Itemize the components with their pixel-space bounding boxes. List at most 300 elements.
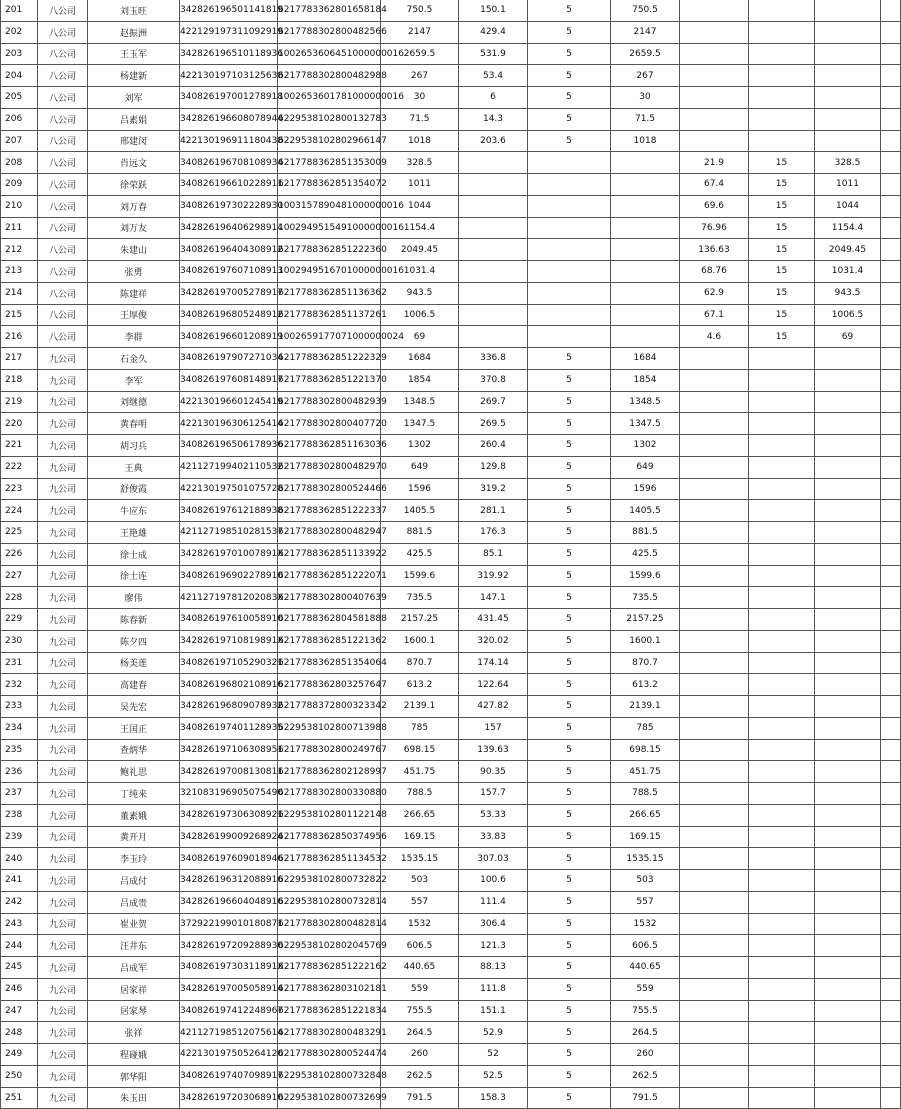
cell-empty[interactable]	[881, 543, 901, 565]
cell-empty[interactable]	[881, 195, 901, 217]
cell-deduction[interactable]: 121.3	[459, 935, 528, 957]
cell-bank-account[interactable]: 6217788302800482814	[278, 913, 381, 935]
cell-name[interactable]: 丁纯来	[88, 783, 180, 805]
cell-name[interactable]: 刘玉旺	[88, 0, 180, 21]
cell-deduction[interactable]: 269.7	[459, 391, 528, 413]
cell-id-number[interactable]: 340826197105290321	[180, 652, 278, 674]
cell-seq[interactable]: 226	[1, 543, 38, 565]
cell-id-number[interactable]: 321083196905075490	[180, 783, 278, 805]
cell-seq[interactable]: 248	[1, 1022, 38, 1044]
cell-amount[interactable]: 750.5	[381, 0, 459, 21]
cell-total-b[interactable]	[815, 957, 881, 979]
cell-seq[interactable]: 242	[1, 891, 38, 913]
cell-deduction[interactable]: 429.4	[459, 21, 528, 43]
cell-empty[interactable]	[881, 717, 901, 739]
cell-rate-a[interactable]: 5	[528, 522, 611, 544]
cell-deduction[interactable]: 157.7	[459, 783, 528, 805]
cell-deduction[interactable]: 88.13	[459, 957, 528, 979]
cell-amount[interactable]: 262.5	[381, 1065, 459, 1087]
cell-id-number[interactable]: 342826196406298914	[180, 217, 278, 239]
cell-share-b[interactable]	[680, 630, 749, 652]
cell-deduction[interactable]: 53.33	[459, 804, 528, 826]
cell-company[interactable]: 八公司	[38, 304, 88, 326]
cell-amount[interactable]: 1405.5	[381, 500, 459, 522]
cell-company[interactable]: 九公司	[38, 1044, 88, 1066]
cell-empty[interactable]	[881, 456, 901, 478]
cell-total-a[interactable]: 1532	[611, 913, 680, 935]
cell-name[interactable]: 徐士连	[88, 565, 180, 587]
cell-name[interactable]: 吕成军	[88, 957, 180, 979]
cell-amount[interactable]: 69	[381, 326, 459, 348]
cell-rate-a[interactable]: 5	[528, 1065, 611, 1087]
cell-share-b[interactable]	[680, 1065, 749, 1087]
cell-rate-a[interactable]: 5	[528, 108, 611, 130]
cell-amount[interactable]: 785	[381, 717, 459, 739]
cell-company[interactable]: 九公司	[38, 522, 88, 544]
cell-seq[interactable]: 246	[1, 978, 38, 1000]
cell-total-a[interactable]: 1535.15	[611, 848, 680, 870]
cell-company[interactable]: 九公司	[38, 478, 88, 500]
cell-empty[interactable]	[881, 804, 901, 826]
cell-seq[interactable]: 229	[1, 609, 38, 631]
cell-name[interactable]: 赵振洲	[88, 21, 180, 43]
cell-company[interactable]: 九公司	[38, 870, 88, 892]
cell-id-number[interactable]: 342826196809078932	[180, 696, 278, 718]
cell-company[interactable]: 九公司	[38, 1000, 88, 1022]
cell-total-b[interactable]: 1006.5	[815, 304, 881, 326]
cell-name[interactable]: 黄开月	[88, 826, 180, 848]
cell-rate-b[interactable]	[749, 108, 815, 130]
cell-seq[interactable]: 224	[1, 500, 38, 522]
cell-total-b[interactable]: 1011	[815, 174, 881, 196]
cell-bank-account[interactable]: 6217788302800482939	[278, 391, 381, 413]
cell-share-b[interactable]	[680, 609, 749, 631]
cell-total-a[interactable]: 71.5	[611, 108, 680, 130]
cell-amount[interactable]: 735.5	[381, 587, 459, 609]
cell-empty[interactable]	[881, 239, 901, 261]
cell-share-b[interactable]	[680, 848, 749, 870]
cell-bank-account[interactable]: 6217788302800524474	[278, 1044, 381, 1066]
cell-seq[interactable]: 207	[1, 130, 38, 152]
cell-share-b[interactable]	[680, 130, 749, 152]
cell-bank-account[interactable]: 6217788302800524466	[278, 478, 381, 500]
cell-rate-b[interactable]: 15	[749, 239, 815, 261]
cell-amount[interactable]: 2139.1	[381, 696, 459, 718]
cell-seq[interactable]: 244	[1, 935, 38, 957]
cell-share-b[interactable]	[680, 739, 749, 761]
cell-deduction[interactable]: 158.3	[459, 1087, 528, 1109]
cell-total-a[interactable]: 267	[611, 65, 680, 87]
cell-total-b[interactable]	[815, 1065, 881, 1087]
cell-bank-account[interactable]: 6229538102800732848	[278, 1065, 381, 1087]
cell-total-a[interactable]	[611, 282, 680, 304]
cell-rate-a[interactable]: 5	[528, 543, 611, 565]
cell-total-b[interactable]: 69	[815, 326, 881, 348]
cell-total-b[interactable]	[815, 783, 881, 805]
cell-empty[interactable]	[881, 739, 901, 761]
cell-share-b[interactable]: 4.6	[680, 326, 749, 348]
cell-deduction[interactable]: 52.5	[459, 1065, 528, 1087]
cell-total-b[interactable]	[815, 761, 881, 783]
cell-deduction[interactable]: 203.6	[459, 130, 528, 152]
cell-empty[interactable]	[881, 130, 901, 152]
cell-id-number[interactable]: 342826196510118936	[180, 43, 278, 65]
cell-total-b[interactable]	[815, 0, 881, 21]
cell-total-a[interactable]: 2147	[611, 21, 680, 43]
cell-company[interactable]: 八公司	[38, 217, 88, 239]
cell-id-number[interactable]: 340826197407098917	[180, 1065, 278, 1087]
cell-id-number[interactable]: 42112719781202083X	[180, 587, 278, 609]
cell-name[interactable]: 徐士成	[88, 543, 180, 565]
cell-company[interactable]: 八公司	[38, 130, 88, 152]
cell-id-number[interactable]: 342826196604048916	[180, 891, 278, 913]
cell-deduction[interactable]: 319.2	[459, 478, 528, 500]
cell-rate-b[interactable]	[749, 348, 815, 370]
cell-share-b[interactable]	[680, 565, 749, 587]
cell-empty[interactable]	[881, 348, 901, 370]
cell-amount[interactable]: 557	[381, 891, 459, 913]
cell-seq[interactable]: 221	[1, 435, 38, 457]
cell-share-b[interactable]	[680, 43, 749, 65]
cell-name[interactable]: 吕素娟	[88, 108, 180, 130]
cell-total-a[interactable]	[611, 217, 680, 239]
cell-company[interactable]: 八公司	[38, 108, 88, 130]
cell-name[interactable]: 王艳雄	[88, 522, 180, 544]
cell-total-a[interactable]: 264.5	[611, 1022, 680, 1044]
cell-empty[interactable]	[881, 565, 901, 587]
cell-rate-a[interactable]: 5	[528, 391, 611, 413]
cell-id-number[interactable]: 342826199009268924	[180, 826, 278, 848]
cell-share-b[interactable]	[680, 783, 749, 805]
cell-total-b[interactable]: 1154.4	[815, 217, 881, 239]
cell-name[interactable]: 程碰娥	[88, 1044, 180, 1066]
cell-rate-b[interactable]	[749, 978, 815, 1000]
cell-bank-account[interactable]: 6217788362851221834	[278, 1000, 381, 1022]
cell-company[interactable]: 九公司	[38, 500, 88, 522]
cell-empty[interactable]	[881, 282, 901, 304]
cell-bank-account[interactable]: 6229538102800713988	[278, 717, 381, 739]
cell-share-b[interactable]	[680, 435, 749, 457]
cell-amount[interactable]: 2049.45	[381, 239, 459, 261]
cell-name[interactable]: 居家祥	[88, 978, 180, 1000]
cell-id-number[interactable]: 342826197005058914	[180, 978, 278, 1000]
cell-rate-a[interactable]	[528, 152, 611, 174]
cell-deduction[interactable]	[459, 217, 528, 239]
cell-bank-account[interactable]: 6229538102802045769	[278, 935, 381, 957]
cell-total-b[interactable]	[815, 500, 881, 522]
cell-total-a[interactable]: 557	[611, 891, 680, 913]
cell-rate-a[interactable]: 5	[528, 587, 611, 609]
cell-share-b[interactable]	[680, 674, 749, 696]
cell-total-b[interactable]	[815, 130, 881, 152]
cell-share-b[interactable]	[680, 891, 749, 913]
cell-total-b[interactable]: 1044	[815, 195, 881, 217]
cell-rate-a[interactable]: 5	[528, 87, 611, 109]
cell-seq[interactable]: 250	[1, 1065, 38, 1087]
cell-deduction[interactable]: 174.14	[459, 652, 528, 674]
cell-company[interactable]: 九公司	[38, 630, 88, 652]
cell-empty[interactable]	[881, 826, 901, 848]
cell-deduction[interactable]	[459, 195, 528, 217]
cell-empty[interactable]	[881, 391, 901, 413]
cell-rate-b[interactable]	[749, 43, 815, 65]
cell-name[interactable]: 李玉玲	[88, 848, 180, 870]
cell-rate-b[interactable]	[749, 435, 815, 457]
cell-seq[interactable]: 236	[1, 761, 38, 783]
cell-amount[interactable]: 2659.5	[381, 43, 459, 65]
cell-rate-a[interactable]	[528, 282, 611, 304]
cell-company[interactable]: 八公司	[38, 239, 88, 261]
cell-amount[interactable]: 559	[381, 978, 459, 1000]
cell-company[interactable]: 九公司	[38, 652, 88, 674]
cell-empty[interactable]	[881, 108, 901, 130]
cell-rate-b[interactable]	[749, 804, 815, 826]
cell-bank-account[interactable]: 6217788302800407720	[278, 413, 381, 435]
cell-seq[interactable]: 230	[1, 630, 38, 652]
cell-name[interactable]: 吴先宏	[88, 696, 180, 718]
cell-bank-account[interactable]: 6217788362851163036	[278, 435, 381, 457]
cell-deduction[interactable]	[459, 304, 528, 326]
cell-rate-b[interactable]	[749, 1022, 815, 1044]
cell-name[interactable]: 朱建山	[88, 239, 180, 261]
cell-company[interactable]: 九公司	[38, 957, 88, 979]
cell-total-a[interactable]	[611, 326, 680, 348]
cell-amount[interactable]: 169.15	[381, 826, 459, 848]
cell-rate-b[interactable]: 15	[749, 282, 815, 304]
cell-bank-account[interactable]: 6217788302800482970	[278, 456, 381, 478]
cell-rate-a[interactable]: 5	[528, 913, 611, 935]
cell-total-a[interactable]: 698.15	[611, 739, 680, 761]
cell-total-a[interactable]: 649	[611, 456, 680, 478]
cell-total-b[interactable]	[815, 522, 881, 544]
cell-deduction[interactable]: 90.35	[459, 761, 528, 783]
cell-empty[interactable]	[881, 326, 901, 348]
cell-amount[interactable]: 1018	[381, 130, 459, 152]
cell-amount[interactable]: 1535.15	[381, 848, 459, 870]
cell-amount[interactable]: 755.5	[381, 1000, 459, 1022]
cell-total-a[interactable]: 262.5	[611, 1065, 680, 1087]
cell-rate-a[interactable]: 5	[528, 870, 611, 892]
cell-rate-a[interactable]	[528, 261, 611, 283]
cell-total-b[interactable]: 328.5	[815, 152, 881, 174]
cell-total-b[interactable]	[815, 630, 881, 652]
cell-total-b[interactable]	[815, 108, 881, 130]
cell-amount[interactable]: 267	[381, 65, 459, 87]
cell-rate-b[interactable]: 15	[749, 195, 815, 217]
cell-rate-a[interactable]: 5	[528, 783, 611, 805]
cell-id-number[interactable]: 340826196805248912	[180, 304, 278, 326]
cell-total-b[interactable]	[815, 565, 881, 587]
cell-seq[interactable]: 204	[1, 65, 38, 87]
cell-total-b[interactable]	[815, 891, 881, 913]
cell-company[interactable]: 九公司	[38, 848, 88, 870]
cell-seq[interactable]: 231	[1, 652, 38, 674]
cell-id-number[interactable]: 340826196802108916	[180, 674, 278, 696]
cell-share-b[interactable]	[680, 1000, 749, 1022]
cell-id-number[interactable]: 342826197005278917	[180, 282, 278, 304]
cell-total-a[interactable]: 559	[611, 978, 680, 1000]
cell-id-number[interactable]: 422130196306125414	[180, 413, 278, 435]
cell-deduction[interactable]	[459, 239, 528, 261]
cell-id-number[interactable]: 340826196506178936	[180, 435, 278, 457]
cell-amount[interactable]: 503	[381, 870, 459, 892]
cell-total-b[interactable]	[815, 43, 881, 65]
cell-bank-account[interactable]: 6229538102800732699	[278, 1087, 381, 1109]
cell-total-b[interactable]: 2049.45	[815, 239, 881, 261]
cell-seq[interactable]: 206	[1, 108, 38, 130]
cell-seq[interactable]: 245	[1, 957, 38, 979]
cell-name[interactable]: 石金久	[88, 348, 180, 370]
cell-bank-account[interactable]: 1002653606451000000016	[278, 43, 381, 65]
cell-id-number[interactable]: 342826197306308921	[180, 804, 278, 826]
cell-share-b[interactable]	[680, 826, 749, 848]
cell-total-a[interactable]: 2139.1	[611, 696, 680, 718]
cell-total-b[interactable]	[815, 848, 881, 870]
cell-total-b[interactable]	[815, 913, 881, 935]
cell-rate-b[interactable]	[749, 478, 815, 500]
cell-rate-b[interactable]	[749, 65, 815, 87]
cell-id-number[interactable]: 340826197610058910	[180, 609, 278, 631]
cell-rate-a[interactable]: 5	[528, 674, 611, 696]
cell-bank-account[interactable]: 6217783362801658184	[278, 0, 381, 21]
cell-seq[interactable]: 223	[1, 478, 38, 500]
cell-name[interactable]: 刘继德	[88, 391, 180, 413]
cell-empty[interactable]	[881, 478, 901, 500]
cell-seq[interactable]: 210	[1, 195, 38, 217]
cell-share-b[interactable]	[680, 978, 749, 1000]
cell-amount[interactable]: 1532	[381, 913, 459, 935]
cell-rate-a[interactable]: 5	[528, 478, 611, 500]
cell-id-number[interactable]: 340826196902278910	[180, 565, 278, 587]
cell-seq[interactable]: 243	[1, 913, 38, 935]
cell-company[interactable]: 九公司	[38, 913, 88, 935]
cell-rate-b[interactable]	[749, 1087, 815, 1109]
cell-bank-account[interactable]: 6217788372800323342	[278, 696, 381, 718]
cell-share-b[interactable]	[680, 500, 749, 522]
cell-deduction[interactable]: 100.6	[459, 870, 528, 892]
cell-rate-b[interactable]	[749, 696, 815, 718]
cell-rate-a[interactable]: 5	[528, 848, 611, 870]
cell-rate-a[interactable]: 5	[528, 435, 611, 457]
cell-id-number[interactable]: 340826197907271034	[180, 348, 278, 370]
cell-rate-b[interactable]	[749, 391, 815, 413]
cell-deduction[interactable]: 281.1	[459, 500, 528, 522]
cell-company[interactable]: 九公司	[38, 369, 88, 391]
cell-amount[interactable]: 1596	[381, 478, 459, 500]
cell-name[interactable]: 刘军	[88, 87, 180, 109]
cell-name[interactable]: 邢建闵	[88, 130, 180, 152]
cell-id-number[interactable]: 340826197412248967	[180, 1000, 278, 1022]
cell-name[interactable]: 杨建新	[88, 65, 180, 87]
cell-rate-a[interactable]: 5	[528, 804, 611, 826]
cell-company[interactable]: 九公司	[38, 674, 88, 696]
cell-seq[interactable]: 235	[1, 739, 38, 761]
cell-deduction[interactable]: 147.1	[459, 587, 528, 609]
cell-bank-account[interactable]: 6217788302800407639	[278, 587, 381, 609]
cell-empty[interactable]	[881, 978, 901, 1000]
cell-deduction[interactable]: 269.5	[459, 413, 528, 435]
cell-rate-a[interactable]: 5	[528, 652, 611, 674]
cell-id-number[interactable]: 340826197612188938	[180, 500, 278, 522]
cell-total-b[interactable]	[815, 543, 881, 565]
cell-bank-account[interactable]: 6217788362803257647	[278, 674, 381, 696]
cell-rate-b[interactable]	[749, 369, 815, 391]
cell-name[interactable]: 吕成贵	[88, 891, 180, 913]
cell-bank-account[interactable]: 6217788362851222337	[278, 500, 381, 522]
cell-amount[interactable]: 613.2	[381, 674, 459, 696]
cell-name[interactable]: 鲍礼思	[88, 761, 180, 783]
cell-name[interactable]: 李群	[88, 326, 180, 348]
cell-name[interactable]: 刘万春	[88, 195, 180, 217]
cell-total-a[interactable]: 2157.25	[611, 609, 680, 631]
cell-deduction[interactable]: 6	[459, 87, 528, 109]
cell-rate-b[interactable]	[749, 1000, 815, 1022]
cell-company[interactable]: 八公司	[38, 0, 88, 21]
cell-bank-account[interactable]: 6217788302800482566	[278, 21, 381, 43]
cell-share-b[interactable]	[680, 1044, 749, 1066]
cell-bank-account[interactable]: 6217788362804581888	[278, 609, 381, 631]
cell-amount[interactable]: 1599.6	[381, 565, 459, 587]
cell-seq[interactable]: 251	[1, 1087, 38, 1109]
cell-seq[interactable]: 228	[1, 587, 38, 609]
cell-name[interactable]: 张祥	[88, 1022, 180, 1044]
cell-id-number[interactable]: 340826197607108913	[180, 261, 278, 283]
cell-deduction[interactable]: 122.64	[459, 674, 528, 696]
cell-deduction[interactable]: 85.1	[459, 543, 528, 565]
cell-id-number[interactable]: 340826197608148917	[180, 369, 278, 391]
cell-company[interactable]: 九公司	[38, 543, 88, 565]
cell-deduction[interactable]: 52.9	[459, 1022, 528, 1044]
cell-company[interactable]: 九公司	[38, 391, 88, 413]
cell-total-a[interactable]: 260	[611, 1044, 680, 1066]
cell-deduction[interactable]: 157	[459, 717, 528, 739]
cell-id-number[interactable]: 342826196312088916	[180, 870, 278, 892]
cell-amount[interactable]: 2147	[381, 21, 459, 43]
cell-total-a[interactable]: 2659.5	[611, 43, 680, 65]
cell-seq[interactable]: 240	[1, 848, 38, 870]
cell-id-number[interactable]: 422130197505264120	[180, 1044, 278, 1066]
cell-total-b[interactable]: 943.5	[815, 282, 881, 304]
cell-amount[interactable]: 30	[381, 87, 459, 109]
cell-name[interactable]: 黄春明	[88, 413, 180, 435]
cell-bank-account[interactable]: 1002653601781000000016	[278, 87, 381, 109]
cell-bank-account[interactable]: 6217788362851353009	[278, 152, 381, 174]
cell-company[interactable]: 九公司	[38, 348, 88, 370]
cell-bank-account[interactable]: 1002659177071000000024	[278, 326, 381, 348]
cell-total-a[interactable]: 755.5	[611, 1000, 680, 1022]
cell-name[interactable]: 陈夕四	[88, 630, 180, 652]
cell-id-number[interactable]: 340826196610228911	[180, 174, 278, 196]
cell-seq[interactable]: 233	[1, 696, 38, 718]
cell-total-b[interactable]	[815, 717, 881, 739]
cell-total-a[interactable]: 750.5	[611, 0, 680, 21]
cell-share-b[interactable]	[680, 761, 749, 783]
cell-empty[interactable]	[881, 369, 901, 391]
cell-total-b[interactable]	[815, 391, 881, 413]
cell-rate-a[interactable]	[528, 217, 611, 239]
cell-total-a[interactable]: 1348.5	[611, 391, 680, 413]
cell-seq[interactable]: 213	[1, 261, 38, 283]
cell-empty[interactable]	[881, 609, 901, 631]
cell-share-b[interactable]: 21.9	[680, 152, 749, 174]
cell-seq[interactable]: 247	[1, 1000, 38, 1022]
cell-share-b[interactable]	[680, 391, 749, 413]
cell-total-b[interactable]	[815, 804, 881, 826]
cell-total-b[interactable]	[815, 826, 881, 848]
cell-amount[interactable]: 881.5	[381, 522, 459, 544]
cell-company[interactable]: 九公司	[38, 891, 88, 913]
cell-total-a[interactable]: 169.15	[611, 826, 680, 848]
